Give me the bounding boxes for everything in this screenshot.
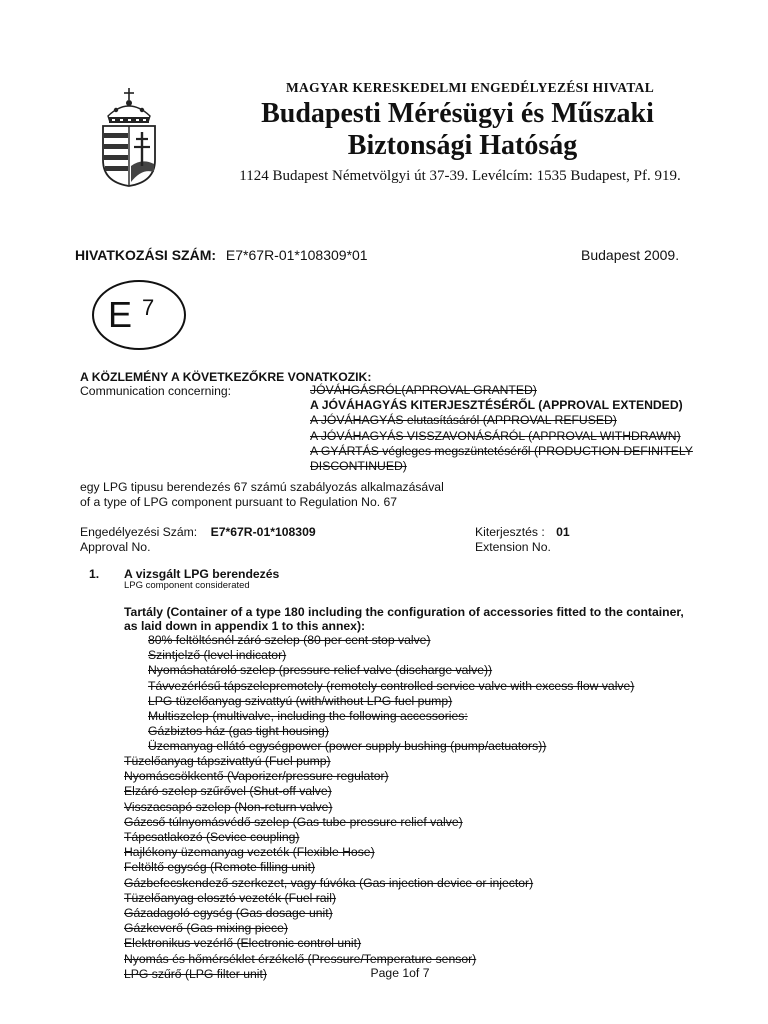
option-approval-extended: A JÓVÁHAGYÁS KITERJESZTÉSÉRŐL (APPROVAL EXTENDED) bbox=[310, 398, 683, 413]
e-mark-letter: E bbox=[108, 294, 133, 335]
section-subtitle: LPG component considerated bbox=[124, 580, 250, 591]
list-item: Gázbefecskendező szerkezet, vagy fúvóka (Gas injection device or injector) bbox=[124, 875, 534, 890]
list-item: Visszacsapó szelep (Non-return valve) bbox=[124, 799, 333, 814]
list-item: LPG tüzelőanyag szivattyú (with/without LPG fuel pump) bbox=[148, 693, 453, 708]
communication-heading: A KÖZLEMÉNY A KÖVETKEZŐKRE VONATKOZIK: bbox=[80, 370, 372, 384]
approval-row bbox=[80, 525, 316, 540]
list-item: Hajlékony üzemanyag vezeték (Flexible Hose) bbox=[124, 845, 375, 860]
component-list bbox=[124, 754, 533, 982]
authority-name-line2: Biztonsági Hatóság bbox=[347, 130, 578, 161]
intro-en: of a type of LPG component pursuant to Regulation No. 67 bbox=[80, 495, 398, 509]
list-item: Elektronikus vezérlő (Electronic control unit) bbox=[124, 936, 362, 951]
section-number: 1. bbox=[89, 567, 100, 581]
list-item: Távvezérlésű tápszelepremotely (remotely controlled service valve with excess flow valve) bbox=[148, 678, 635, 693]
list-item: Feltöltő egység (Remote filling unit) bbox=[124, 860, 316, 875]
intro-hu: egy LPG tipusu berendezés 67 számú szabályozás alkalmazásával bbox=[80, 480, 444, 494]
list-item: Tápcsatlakozó (Sevice coupling) bbox=[124, 830, 300, 845]
list-item: Tüzelőanyag tápszivattyú (Fuel pump) bbox=[124, 754, 331, 768]
authority-address: 1124 Budapest Németvölgyi út 37-39. Levélcím: 1535 Budapest, Pf. 919. bbox=[239, 168, 681, 184]
list-item: Elzáró szelep szűrővel (Shut-off valve) bbox=[124, 784, 332, 799]
tank-line1: Tartály (Container of a type 180 including the configuration of accessories fitted to the container, bbox=[124, 605, 684, 619]
list-item: Nyomáscsökkentő (Vaporizer/pressure regulator) bbox=[124, 769, 389, 784]
list-item: Gázbiztos ház (gas tight housing) bbox=[148, 724, 329, 739]
e-mark bbox=[92, 280, 186, 350]
extension-row bbox=[475, 525, 570, 540]
option-production-discontinued-cont: DISCONTINUED) bbox=[310, 459, 407, 474]
option-approval-refused: A JÓVÁHAGYÁS elutasításáról (APPROVAL REFUSED) bbox=[310, 413, 617, 428]
list-item: Nyomás és hőmérséklet érzékelő (Pressure/Temperature sensor) bbox=[124, 951, 477, 966]
approval-label-en: Approval No. bbox=[80, 540, 151, 554]
list-item: Gázcső túlnyomásvédő szelep (Gas tube pressure relief valve) bbox=[124, 814, 463, 829]
list-item: LPG szűrő (LPG filter unit) bbox=[124, 966, 267, 981]
tank-line2: as laid down in appendix 1 to this annex): bbox=[124, 619, 366, 633]
extension-number: 01 bbox=[556, 525, 570, 539]
page-number: Page 1of 7 bbox=[370, 966, 430, 980]
issuing-office: MAGYAR KERESKEDELMI ENGEDÉLYEZÉSI HIVATAL bbox=[285, 80, 655, 95]
list-item: 80% feltöltésnél záró szelep (80 per cent stop valve) bbox=[148, 633, 431, 647]
communication-label: Communication concerning: bbox=[80, 384, 232, 398]
authority-name-line1: Budapesti Mérésügyi és Műszaki bbox=[261, 98, 654, 129]
approval-label-hu: Engedélyezési Szám: bbox=[80, 525, 198, 539]
list-item: Gázkeverő (Gas mixing piece) bbox=[124, 921, 288, 936]
list-item: Gázadagoló egység (Gas dosage unit) bbox=[124, 906, 333, 921]
extension-label-hu: Kiterjesztés : bbox=[475, 525, 545, 539]
accessory-list bbox=[148, 633, 634, 755]
option-production-discontinued: A GYÁRTÁS végleges megszüntetéséről (PRODUCTION DEFINITELY bbox=[310, 443, 693, 458]
extension-label-en: Extension No. bbox=[475, 540, 551, 554]
option-approval-granted: JÓVÁHGÁSRÓL(APPROVAL GRANTED) bbox=[310, 383, 537, 397]
list-item: Szintjelző (level indicator) bbox=[148, 648, 287, 663]
list-item: Multiszelep (multivalve, including the following accessories: bbox=[148, 709, 468, 724]
list-item: Tüzelőanyag elosztó vezeték (Fuel rail) bbox=[124, 890, 337, 905]
list-item: Nyomáshatároló szelep (pressure relief valve (discharge valve)) bbox=[148, 663, 493, 678]
option-approval-withdrawn: A JÓVÁHAGYÁS VISSZAVONÁSÁRÓL (APPROVAL WITHDRAWN) bbox=[310, 428, 681, 443]
e-mark-number: 7 bbox=[142, 295, 155, 320]
reference-row bbox=[75, 247, 368, 263]
approval-number: E7*67R-01*108309 bbox=[210, 525, 316, 539]
section-title: A vizsgált LPG berendezés bbox=[124, 567, 280, 581]
list-item: Üzemanyag ellátó egységpower (power supply bushing (pump/actuators)) bbox=[148, 739, 547, 754]
reference-number: E7*67R-01*108309*01 bbox=[225, 247, 368, 263]
communication-options bbox=[310, 383, 693, 474]
reference-label: HIVATKOZÁSI SZÁM: bbox=[75, 247, 217, 263]
place-date: Budapest 2009. bbox=[581, 247, 680, 263]
